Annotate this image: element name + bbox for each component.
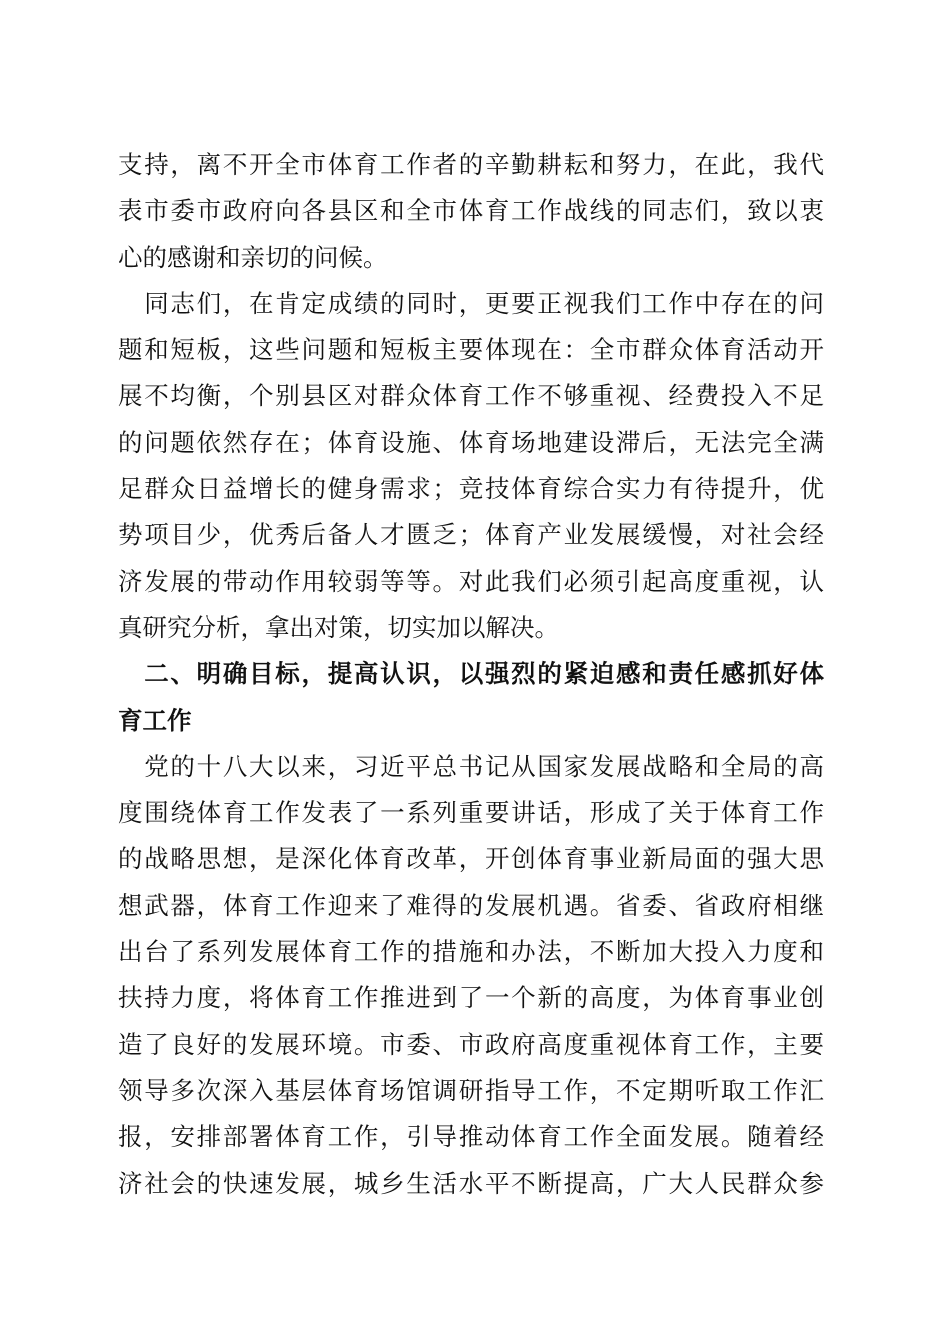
text-line: 同志们，在肯定成绩的同时，更要正视我们工作中存在的问 [118,288,824,318]
paragraph-strategy [118,744,824,1207]
text-line: 领导多次深入基层体育场馆调研指导工作，不定期听取工作汇 [118,1075,824,1105]
text-line: 党的十八大以来，习近平总书记从国家发展战略和全局的高 [118,751,824,781]
text-line: 度围绕体育工作发表了一系列重要讲话，形成了关于体育工作 [118,798,824,828]
text-line: 表市委市政府向各县区和全市体育工作战线的同志们，致以衷 [118,196,824,226]
text-line: 势项目少，优秀后备人才匮乏；体育产业发展缓慢，对社会经 [118,520,824,550]
heading-line: 二、明确目标，提高认识，以强烈的紧迫感和责任感抓好体 [118,659,824,689]
paragraph-problems [118,281,824,651]
text-line: 支持，离不开全市体育工作者的辛勤耕耘和努力，在此，我代 [118,150,824,179]
text-line: 出台了系列发展体育工作的措施和办法，不断加大投入力度和 [118,937,824,967]
heading-line: 育工作 [118,705,192,735]
paragraph-thanks [118,142,824,281]
text-line: 造了良好的发展环境。市委、市政府高度重视体育工作，主要 [118,1029,824,1059]
text-line: 真研究分析，拿出对策，切实加以解决。 [118,612,559,642]
text-line: 题和短板，这些问题和短板主要体现在：全市群众体育活动开 [118,335,824,365]
text-line: 展不均衡，个别县区对群众体育工作不够重视、经费投入不足 [118,381,824,411]
text-line: 济发展的带动作用较弱等等。对此我们必须引起高度重视，认 [118,566,824,596]
text-line: 济社会的快速发展，城乡生活水平不断提高，广大人民群众参 [118,1168,824,1198]
text-line: 心的感谢和亲切的问候。 [118,242,388,272]
text-line: 扶持力度，将体育工作推进到了一个新的高度，为体育事业创 [118,983,824,1013]
text-line: 的问题依然存在；体育设施、体育场地建设滞后，无法完全满 [118,427,824,457]
text-line: 的战略思想，是深化体育改革，开创体育事业新局面的强大思 [118,844,824,874]
text-line: 想武器，体育工作迎来了难得的发展机遇。省委、省政府相继 [118,890,824,920]
document-body [118,142,824,1207]
section-heading [118,651,824,744]
text-line: 足群众日益增长的健身需求；竞技体育综合实力有待提升，优 [118,474,824,504]
text-line: 报，安排部署体育工作，引导推动体育工作全面发展。随着经 [118,1122,824,1152]
